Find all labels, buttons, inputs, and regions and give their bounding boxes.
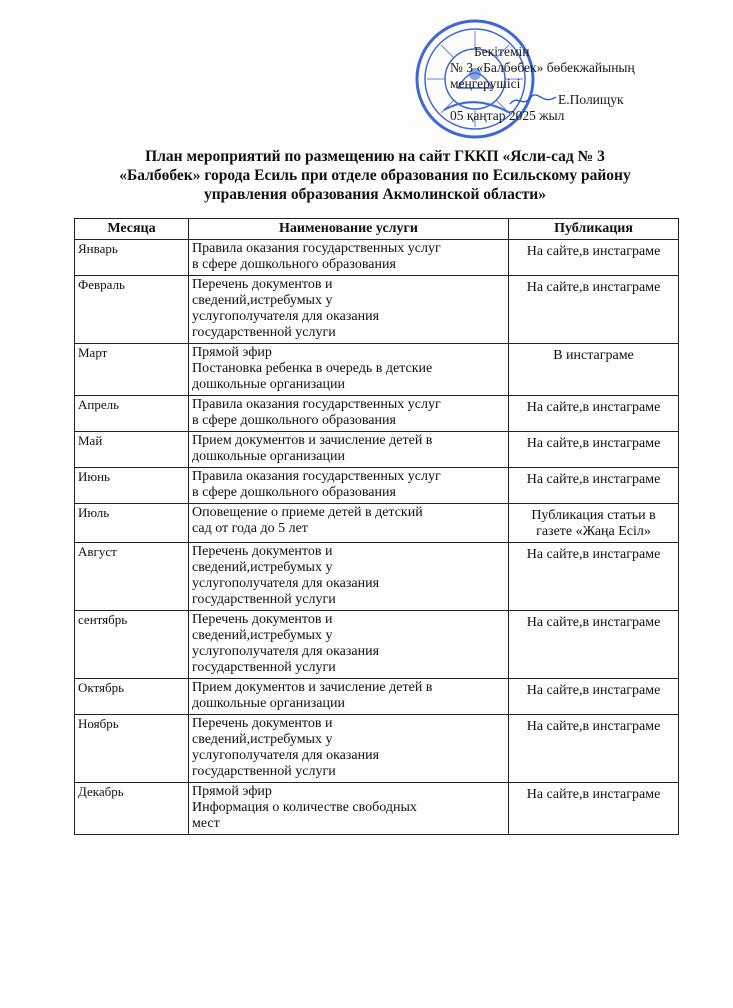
table-row [75, 679, 679, 715]
approval-signature-name [450, 92, 720, 108]
table-row [75, 783, 679, 835]
table-body [75, 240, 679, 835]
service-line: сведений,истребумых у [192, 732, 333, 747]
service-line: услугополучателя для оказания [192, 748, 380, 763]
publication-line: В инстаграме [553, 348, 634, 363]
title-line-3: управления образования Акмолинской области» [203, 186, 546, 203]
service-cell [189, 611, 509, 679]
document-title [70, 147, 680, 204]
service-line: Прямой эфир [192, 784, 272, 799]
title-line-1: План мероприятий по размещению на сайт ГККП «Ясли-сад № 3 [145, 148, 605, 165]
service-line: услугополучателя для оказания [192, 576, 380, 591]
service-line: Прием документов и зачисление детей в [192, 433, 433, 448]
month-cell: Ноябрь [75, 715, 189, 783]
service-cell [189, 468, 509, 504]
publication-cell [509, 276, 679, 344]
service-line: сведений,истребумых у [192, 293, 333, 308]
service-line: государственной услуги [192, 592, 336, 607]
publication-cell [509, 344, 679, 396]
service-cell [189, 715, 509, 783]
approval-org: № 3 «Балбөбек» бөбекжайының [450, 60, 635, 75]
service-cell [189, 543, 509, 611]
service-line: сведений,истребумых у [192, 560, 333, 575]
publication-line: На сайте,в инстаграме [526, 683, 661, 698]
month-cell: Июнь [75, 468, 189, 504]
month-cell: Август [75, 543, 189, 611]
publication-cell [509, 504, 679, 543]
table-row [75, 468, 679, 504]
service-line: Оповещение о приеме детей в детский [192, 505, 423, 520]
service-cell [189, 276, 509, 344]
publication-line: На сайте,в инстаграме [526, 400, 661, 415]
service-line: государственной услуги [192, 764, 336, 779]
service-line: сад от года до 5 лет [192, 521, 308, 536]
service-line: мест [192, 816, 220, 831]
publication-cell [509, 240, 679, 276]
service-line: Правила оказания государственных услуг [192, 241, 441, 256]
service-line: Перечень документов и [192, 544, 333, 559]
month-cell: Октябрь [75, 679, 189, 715]
service-line: дошкольные организации [192, 696, 345, 711]
table-row [75, 344, 679, 396]
table-header-row [75, 219, 679, 240]
month-cell: Декабрь [75, 783, 189, 835]
service-cell [189, 783, 509, 835]
service-line: Прием документов и зачисление детей в [192, 680, 433, 695]
table-row [75, 276, 679, 344]
month-cell: Февраль [75, 276, 189, 344]
month-cell: Май [75, 432, 189, 468]
publication-cell [509, 611, 679, 679]
service-line: в сфере дошкольного образования [192, 257, 396, 272]
publication-line: На сайте,в инстаграме [526, 787, 661, 802]
publication-cell [509, 783, 679, 835]
table-row [75, 432, 679, 468]
table-row [75, 396, 679, 432]
service-cell [189, 344, 509, 396]
service-cell [189, 504, 509, 543]
service-line: дошкольные организации [192, 449, 345, 464]
publication-line: На сайте,в инстаграме [526, 547, 661, 562]
header-service: Наименование услуги [189, 219, 509, 240]
publication-cell [509, 468, 679, 504]
service-line: Правила оказания государственных услуг [192, 469, 441, 484]
publication-line: На сайте,в инстаграме [526, 615, 661, 630]
publication-line: На сайте,в инстаграме [526, 436, 661, 451]
service-line: сведений,истребумых у [192, 628, 333, 643]
header-month: Месяца [75, 219, 189, 240]
table-row [75, 715, 679, 783]
service-cell [189, 432, 509, 468]
month-cell: Апрель [75, 396, 189, 432]
month-cell: сентябрь [75, 611, 189, 679]
service-line: Перечень документов и [192, 277, 333, 292]
title-line-2: «Балбөбек» города Есиль при отделе образования по Есильскому району [119, 167, 631, 184]
publication-line: На сайте,в инстаграме [526, 719, 661, 734]
service-line: в сфере дошкольного образования [192, 413, 396, 428]
month-cell: Март [75, 344, 189, 396]
table-row [75, 240, 679, 276]
service-line: Прямой эфир [192, 345, 272, 360]
approval-heading: Бекітемін [474, 44, 530, 59]
service-line: Информация о количестве свободных [192, 800, 417, 815]
service-line: дошкольные организации [192, 377, 345, 392]
table-row [75, 504, 679, 543]
publication-line: газете «Жаңа Есіл» [536, 524, 651, 539]
service-cell [189, 240, 509, 276]
approval-date: 05 қаңтар 2025 жыл [450, 108, 565, 123]
publication-cell [509, 715, 679, 783]
service-line: Постановка ребенка в очередь в детские [192, 361, 433, 376]
approval-block [450, 44, 720, 124]
service-line: государственной услуги [192, 325, 336, 340]
publication-line: На сайте,в инстаграме [526, 472, 661, 487]
service-cell [189, 396, 509, 432]
events-plan-table [74, 218, 679, 835]
service-line: Правила оказания государственных услуг [192, 397, 441, 412]
service-cell [189, 679, 509, 715]
service-line: услугополучателя для оказания [192, 644, 380, 659]
handwritten-signature [508, 94, 558, 108]
publication-line: На сайте,в инстаграме [526, 280, 661, 295]
service-line: в сфере дошкольного образования [192, 485, 396, 500]
service-line: Перечень документов и [192, 716, 333, 731]
publication-line: Публикация статьи в [531, 508, 656, 523]
table-row [75, 543, 679, 611]
month-cell: Июль [75, 504, 189, 543]
approval-position: меңгерушісі [450, 76, 521, 91]
header-publication: Публикация [509, 219, 679, 240]
director-name: Е.Полищук [558, 92, 624, 107]
service-line: услугополучателя для оказания [192, 309, 380, 324]
publication-line: На сайте,в инстаграме [526, 244, 661, 259]
table-row [75, 611, 679, 679]
service-line: государственной услуги [192, 660, 336, 675]
publication-cell [509, 396, 679, 432]
publication-cell [509, 432, 679, 468]
service-line: Перечень документов и [192, 612, 333, 627]
publication-cell [509, 679, 679, 715]
month-cell: Январь [75, 240, 189, 276]
publication-cell [509, 543, 679, 611]
